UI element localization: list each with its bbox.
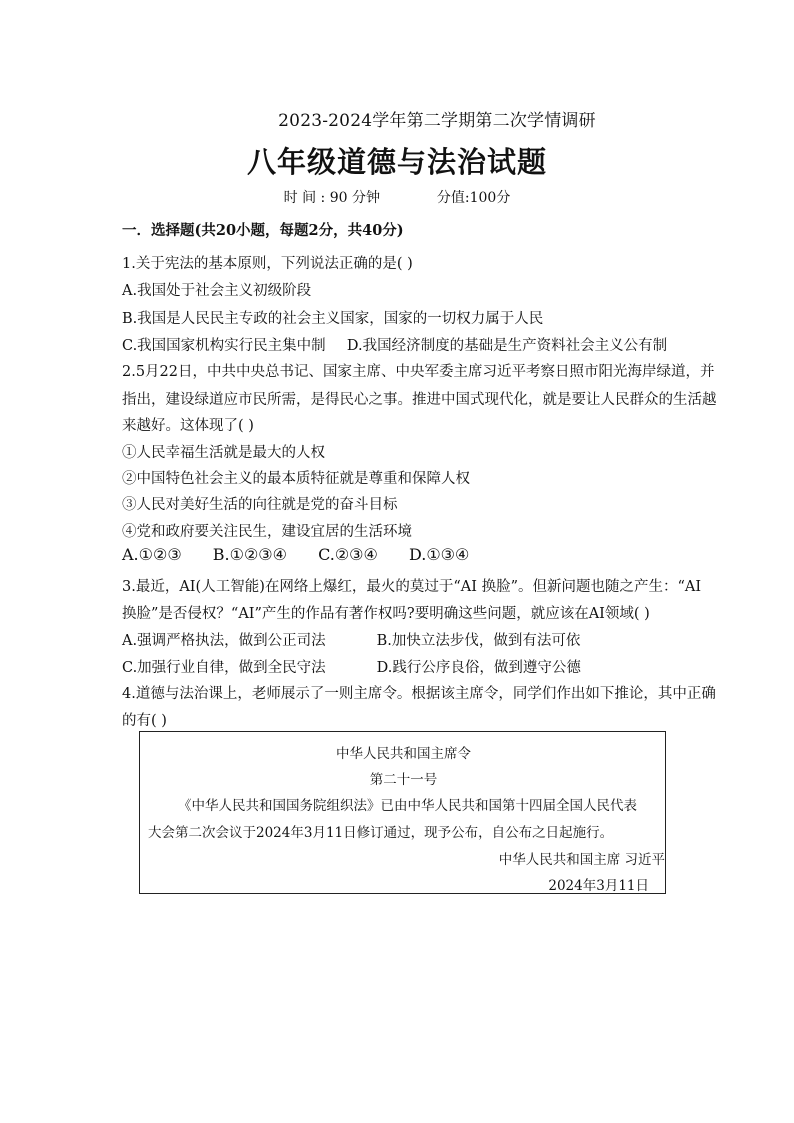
q3-options-ab (122, 629, 580, 650)
q3-line-2: 换脸”是否侵权？“AI”产生的作品有著作权吗?要明确这些问题，就应该在AI领域( ) (122, 606, 650, 622)
exam-score: 分值:100分 (436, 190, 511, 206)
q4-line-1: 4.道德与法治课上，老师展示了一则主席令。根据该主席令，同学们作出如下推论，其中正确 (122, 686, 716, 702)
q2-option-b: B.①②③④ (212, 545, 287, 564)
decree-box (139, 731, 666, 894)
decree-body-line-1: 《中华人民共和国国务院组织法》已由中华人民共和国第十四届全国人民代表 (178, 798, 637, 814)
q2-statement-4: ④党和政府要关注民生，建设宜居的生活环境 (122, 524, 412, 540)
decree-body-line-2: 大会第二次会议于2024年3月11日修订通过，现予公布，自公布之日起施行。 (148, 825, 614, 841)
q1-option-a: A.我国处于社会主义初级阶段 (122, 283, 312, 299)
q1-option-b: B.我国是人民民主专政的社会主义国家，国家的一切权力属于人民 (122, 311, 544, 327)
q1-options-cd (122, 334, 667, 355)
q4-line-2: 的有( ) (122, 713, 167, 729)
q3-option-b: B.加快立法步伐，做到有法可依 (376, 633, 581, 649)
exam-time: 时 间 : 90 分钟 (283, 190, 380, 206)
section-heading: 一．选择题(共20小题，每题2分，共40分) (122, 222, 404, 239)
decree-signer: 中华人民共和国主席 习近平 (498, 852, 665, 868)
q1-option-c: C.我国国家机构实行民主集中制 (122, 338, 326, 354)
decree-date: 2024年3月11日 (548, 878, 649, 894)
exam-title: 八年级道德与法治试题 (246, 145, 547, 179)
q2-statement-3: ③人民对美好生活的向往就是党的奋斗目标 (122, 497, 398, 513)
q3-option-d: D.践行公序良俗，做到遵守公德 (376, 660, 581, 676)
q2-statement-2: ②中国特色社会主义的最本质特征就是尊重和保障人权 (122, 471, 470, 487)
q3-option-c: C.加强行业自律，做到全民守法 (122, 660, 326, 676)
decree-number: 第二十一号 (369, 772, 438, 788)
q2-options (122, 545, 495, 564)
q3-line-1: 3.最近，AI(人工智能)在网络上爆红，最火的莫过于“AI 换脸”。但新问题也随之产生：“AI (122, 579, 702, 595)
exam-subtitle: 2023-2024学年第二学期第二次学情调研 (278, 111, 596, 131)
q3-option-a: A.强调严格执法，做到公正司法 (122, 633, 326, 649)
q2-line-2: 指出，建设绿道应市民所需，是得民心之事。推进中国式现代化，就是要让人民群众的生活越 (122, 392, 717, 408)
q2-option-c: C.②③④ (318, 545, 378, 564)
q2-statement-1: ①人民幸福生活就是最大的人权 (122, 445, 325, 461)
q2-line-3: 来越好。这体现了( ) (122, 418, 254, 434)
q1-stem: 1.关于宪法的基本原则，下列说法正确的是( ) (122, 256, 413, 272)
q2-option-d: D.①③④ (408, 545, 470, 564)
q3-options-cd (122, 656, 581, 677)
q2-line-1: 2.5月22日，中共中央总书记、国家主席、中央军委主席习近平考察日照市阳光海岸绿道，并 (122, 364, 715, 380)
exam-meta (0, 187, 794, 207)
decree-title: 中华人民共和国主席令 (336, 746, 471, 762)
q1-option-d: D.我国经济制度的基础是生产资料社会主义公有制 (346, 338, 668, 354)
q2-option-a: A.①②③ (122, 545, 182, 564)
